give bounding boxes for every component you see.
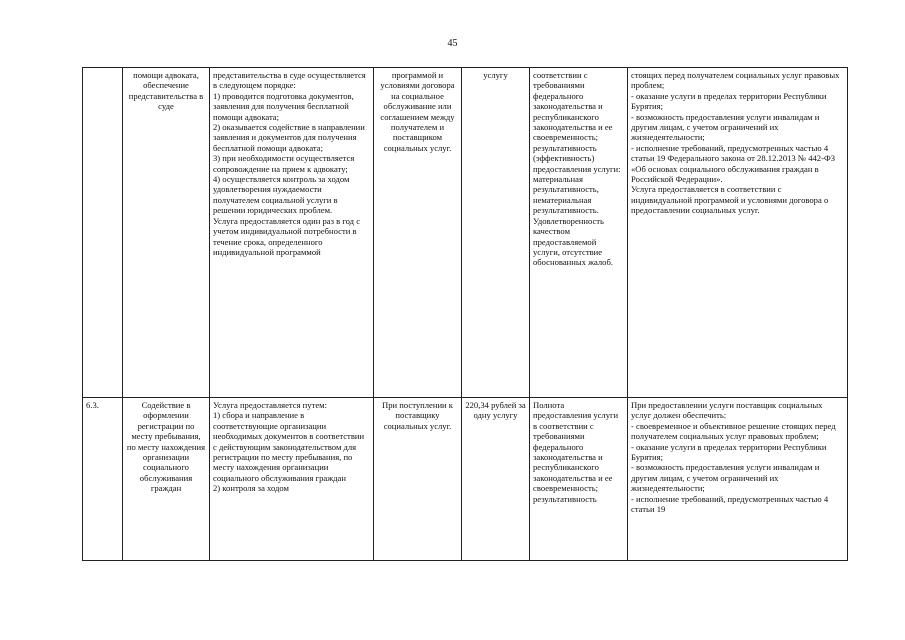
condition-line: - оказание услуги в пределах территории Республики Бурятия; bbox=[631, 441, 827, 463]
description-line: 1) сбора и направление в соответствующие организации необходимых документов в соответствии с действующим законодательством для регистрации по месту пребывания, по месту нахождения организации социального обслуживания граждан bbox=[213, 410, 365, 483]
condition-line: - своевременное и объективное решение стоящих перед получателем социальных услуг правовых проблем; bbox=[631, 420, 836, 442]
service-term: При поступлении к поставщику социальных услуг. bbox=[374, 398, 462, 561]
description-line: представительства в суде осуществляется в следующем порядке: bbox=[213, 70, 366, 91]
service-tariff: 220,34 рублей за одну услугу bbox=[462, 398, 530, 561]
quality-line: Полнота предоставления услуги в соответствии с требованиями федерального законодательства и республиканского законодательства и ее своевременность; bbox=[533, 400, 619, 494]
description-line: 1) проводится подготовка документов, заявления для получения бесплатной помощи адвоката; bbox=[213, 90, 354, 122]
quality-indicators bbox=[530, 398, 628, 561]
service-name: помощи адвоката, обеспечение представительства в суде bbox=[123, 68, 210, 398]
row-number: 6.3. bbox=[83, 398, 123, 561]
service-conditions bbox=[628, 68, 848, 398]
table-row bbox=[83, 398, 848, 561]
condition-line: Услуга предоставляется в соответствии с индивидуальной программой и условиями договора о предоставлении социальных услуг. bbox=[631, 184, 829, 216]
condition-line: - исполнение требований, предусмотренных частью 4 статьи 19 Федерального закона от 28.12.2013 № 442-ФЗ «Об основах социального обслуживания граждан в Российской Федерации». bbox=[631, 142, 836, 185]
quality-line: Удовлетворенность качеством предоставляемой услуги, отсутствие обоснованных жалоб. bbox=[533, 215, 614, 268]
service-tariff: услугу bbox=[462, 68, 530, 398]
description-line: 3) при необходимости осуществляется сопровождение на прием к адвокату; bbox=[213, 153, 355, 174]
condition-line: - возможность предоставления услуги инвалидам и другим лицам, с учетом ограничений их жизнедеятельности; bbox=[631, 111, 820, 143]
description-line: Услуга предоставляется путем: bbox=[213, 400, 327, 410]
description-line: 2) оказывается содействие в направлении заявления и документов для получения бесплатной помощи адвоката; bbox=[213, 122, 365, 153]
quality-line: материальная результативность, нематериальная результативность. bbox=[533, 174, 599, 216]
quality-line: результативность (эффективность) предоставления услуги: bbox=[533, 142, 621, 174]
condition-line: При предоставлении услуги поставщик социальных услуг должен обеспечить: bbox=[631, 400, 823, 421]
condition-line: - исполнение требований, предусмотренных частью 4 статьи 19 bbox=[631, 493, 829, 515]
condition-line: - оказание услуги в пределах территории Республики Бурятия; bbox=[631, 90, 827, 112]
quality-indicators bbox=[530, 68, 628, 398]
quality-line: соответствии с требованиями федерального законодательства и республиканского законодательства и ее своевременность; bbox=[533, 70, 613, 143]
page-number: 45 bbox=[447, 38, 458, 49]
row-number bbox=[83, 68, 123, 398]
service-conditions bbox=[628, 398, 848, 561]
service-description bbox=[210, 398, 374, 561]
service-description bbox=[210, 68, 374, 398]
services-table bbox=[82, 67, 848, 561]
condition-line: стоящих перед получателем социальных услуг правовых проблем; bbox=[631, 70, 840, 91]
quality-line: результативность bbox=[533, 493, 597, 504]
description-line: Услуга предоставляется один раз в год с учетом индивидуальной потребности в течение срока, определенного индивидуальной программой bbox=[213, 215, 361, 257]
service-term: программой и условиями договора на социальное обслуживание или соглашением между получателем и поставщиком социальных услуг. bbox=[374, 68, 462, 398]
description-line: 4) осуществляется контроль за ходом удовлетворения нуждаемости получателем социальной услуги в решении юридических проблем. bbox=[213, 174, 350, 216]
condition-line: - возможность предоставления услуги инвалидам и другим лицам, с учетом ограничений их жизнедеятельности; bbox=[631, 462, 820, 494]
description-line: 2) контроля за ходом bbox=[213, 483, 289, 494]
table-row bbox=[83, 68, 848, 398]
service-name: Содействие в оформлении регистрации по месту пребывания, по месту нахождения организации социального обслуживания граждан bbox=[123, 398, 210, 561]
